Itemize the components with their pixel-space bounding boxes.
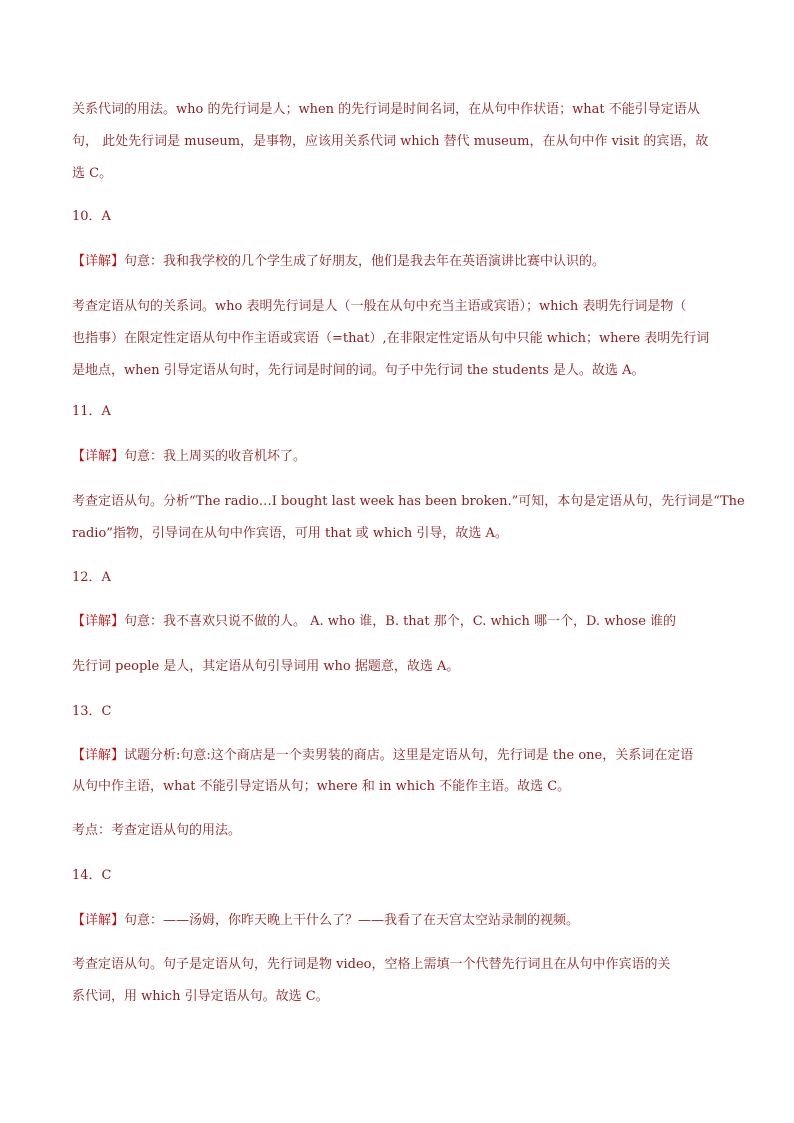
- question-number: 14．C: [72, 868, 112, 883]
- text-line: 考查定语从句。分析“The radio…I bought last week has been broken.”可知，本句是定语从句，先行词是“The: [72, 494, 745, 509]
- sentence-meaning: 句意：我上周买的收音机坏了。: [124, 449, 307, 464]
- text-line: 考查定语从句。句子是定语从句，先行词是物 video，空格上需填一个代替先行词且在从句中作宾语的关: [72, 957, 671, 972]
- detail-tag: 【详解】: [72, 748, 125, 763]
- sentence-meaning: 句意：我不喜欢只说不做的人。 A. who 谁，B. that 那个，C. which 哪一个，D. whose 谁的: [124, 614, 677, 629]
- text-line: 考查定语从句的关系词。who 表明先行词是人（一般在从句中充当主语或宾语）；which 表明先行词是物（: [72, 299, 687, 314]
- text-line: radio”指物，引导词在从句中作宾语，可用 that 或 which 引导，故选 A。: [72, 526, 508, 541]
- sentence-meaning: 试题分析:句意:这个商店是一个卖男装的商店。这里是定语从句，先行词是 the one，关系词在定语: [124, 748, 694, 763]
- detail-line: [72, 905, 728, 937]
- question-number: 10．A: [72, 209, 111, 224]
- q12-explanation: [72, 651, 728, 683]
- question-number: 13．C: [72, 704, 112, 719]
- q11-explanation: [72, 486, 745, 550]
- sentence-meaning: 句意：——汤姆，你昨天晚上干什么了？——我看了在天宫太空站录制的视频。: [124, 913, 580, 928]
- detail-tag: 【详解】: [72, 254, 125, 269]
- text-line: 从句中作主语，what 不能引导定语从句；where 和 in which 不能作主语。故选 C。: [72, 779, 571, 794]
- text-line: 也指事）在限定性定语从句中作主语或宾语（=that）,在非限定性定语从句中只能 which；where 表明先行词: [72, 331, 710, 346]
- detail-tag: 【详解】: [72, 449, 125, 464]
- text-line: 系代词，用 which 引导定语从句。故选 C。: [72, 989, 329, 1004]
- text-line: 选 C。: [72, 166, 113, 181]
- text-line: 先行词 people 是人，其定语从句引导词用 who 据题意，故选 A。: [72, 659, 460, 674]
- detail-line: [72, 606, 728, 638]
- text-line: 关系代词的用法。who 的先行词是人；when 的先行词是时间名词，在从句中作状语；what 不能引导定语从: [72, 102, 700, 117]
- q10-explanation: [72, 291, 728, 387]
- detail-line: [72, 441, 728, 473]
- sentence-meaning: 句意：我和我学校的几个学生成了好朋友，他们是我去年在英语演讲比赛中认识的。: [124, 254, 606, 269]
- detail-line: [72, 740, 728, 772]
- q9-explanation: [72, 94, 728, 190]
- detail-tag: 【详解】: [72, 913, 125, 928]
- detail-tag: 【详解】: [72, 614, 125, 629]
- question-number: 12．A: [72, 570, 111, 585]
- detail-line: [72, 246, 728, 278]
- question-number: 11．A: [72, 404, 111, 419]
- q13-explanation: [72, 771, 728, 803]
- q14-explanation: [72, 949, 728, 1013]
- text-line: 是地点，when 引导定语从句时，先行词是时间的词。句子中先行词 the students 是人。故选 A。: [72, 363, 645, 378]
- text-line: 句， 此处先行词是 museum，是事物，应该用关系代词 which 替代 museum，在从句中作 visit 的宾语，故: [72, 134, 709, 149]
- kaodian-line: 考点：考查定语从句的用法。: [72, 823, 242, 838]
